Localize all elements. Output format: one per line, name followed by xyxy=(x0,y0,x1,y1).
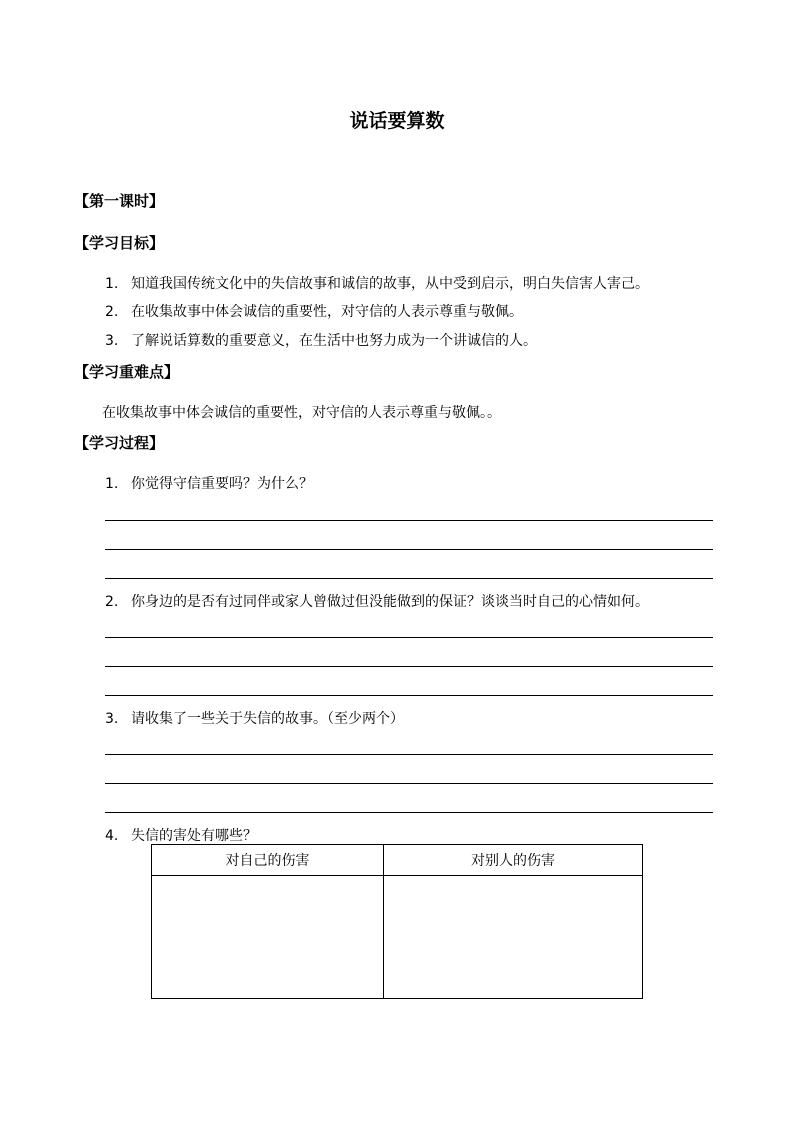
objective-number: 1. xyxy=(105,276,119,292)
question-text: 请收集了一些关于失信的故事。（至少两个） xyxy=(131,711,404,727)
question-text: 你身边的是否有过同伴或家人曾做过但没能做到的保证？谈谈当时自己的心情如何。 xyxy=(131,594,649,610)
question-item xyxy=(105,591,649,611)
objective-text: 了解说话算数的重要意义，在生活中也努力成为一个讲诚信的人。 xyxy=(131,333,537,349)
answer-line[interactable] xyxy=(105,754,713,755)
answer-line[interactable] xyxy=(105,812,713,813)
objective-number: 3. xyxy=(105,333,119,349)
objective-text: 在收集故事中体会诚信的重要性，对守信的人表示尊重与敬佩。 xyxy=(131,304,523,320)
question-number: 4. xyxy=(105,828,119,844)
answer-line[interactable] xyxy=(105,549,713,550)
lesson-heading: 【第一课时】 xyxy=(74,192,165,210)
col-others-header: 对别人的伤害 xyxy=(384,845,643,876)
question-number: 1. xyxy=(105,476,119,492)
answer-line[interactable] xyxy=(105,578,713,579)
harm-table xyxy=(151,844,643,999)
objective-item xyxy=(105,301,523,321)
self-harm-cell[interactable] xyxy=(152,876,384,999)
answer-line[interactable] xyxy=(105,783,713,784)
objectives-heading: 【学习目标】 xyxy=(74,234,165,252)
objective-number: 2. xyxy=(105,304,119,320)
answer-line[interactable] xyxy=(105,695,713,696)
objective-item xyxy=(105,330,537,350)
harm-table-header-row xyxy=(152,845,643,876)
key-points-heading: 【学习重难点】 xyxy=(74,363,180,381)
objective-item xyxy=(105,273,649,293)
answer-line[interactable] xyxy=(105,520,713,521)
question-item xyxy=(105,473,313,493)
question-item xyxy=(105,708,404,728)
page-title: 说话要算数 xyxy=(349,110,445,132)
key-points-text: 在收集故事中体会诚信的重要性，对守信的人表示尊重与敬佩。。 xyxy=(102,405,501,421)
others-harm-cell[interactable] xyxy=(384,876,643,999)
objective-text: 知道我国传统文化中的失信故事和诚信的故事，从中受到启示，明白失信害人害己。 xyxy=(131,276,649,292)
harm-table-row xyxy=(152,876,643,999)
process-heading: 【学习过程】 xyxy=(74,434,165,452)
question-text: 失信的害处有哪些？ xyxy=(131,828,257,844)
col-self-header: 对自己的伤害 xyxy=(152,845,384,876)
question-item xyxy=(105,825,257,845)
question-text: 你觉得守信重要吗？为什么？ xyxy=(131,476,313,492)
question-number: 2. xyxy=(105,594,119,610)
answer-line[interactable] xyxy=(105,666,713,667)
question-number: 3. xyxy=(105,711,119,727)
answer-line[interactable] xyxy=(105,637,713,638)
